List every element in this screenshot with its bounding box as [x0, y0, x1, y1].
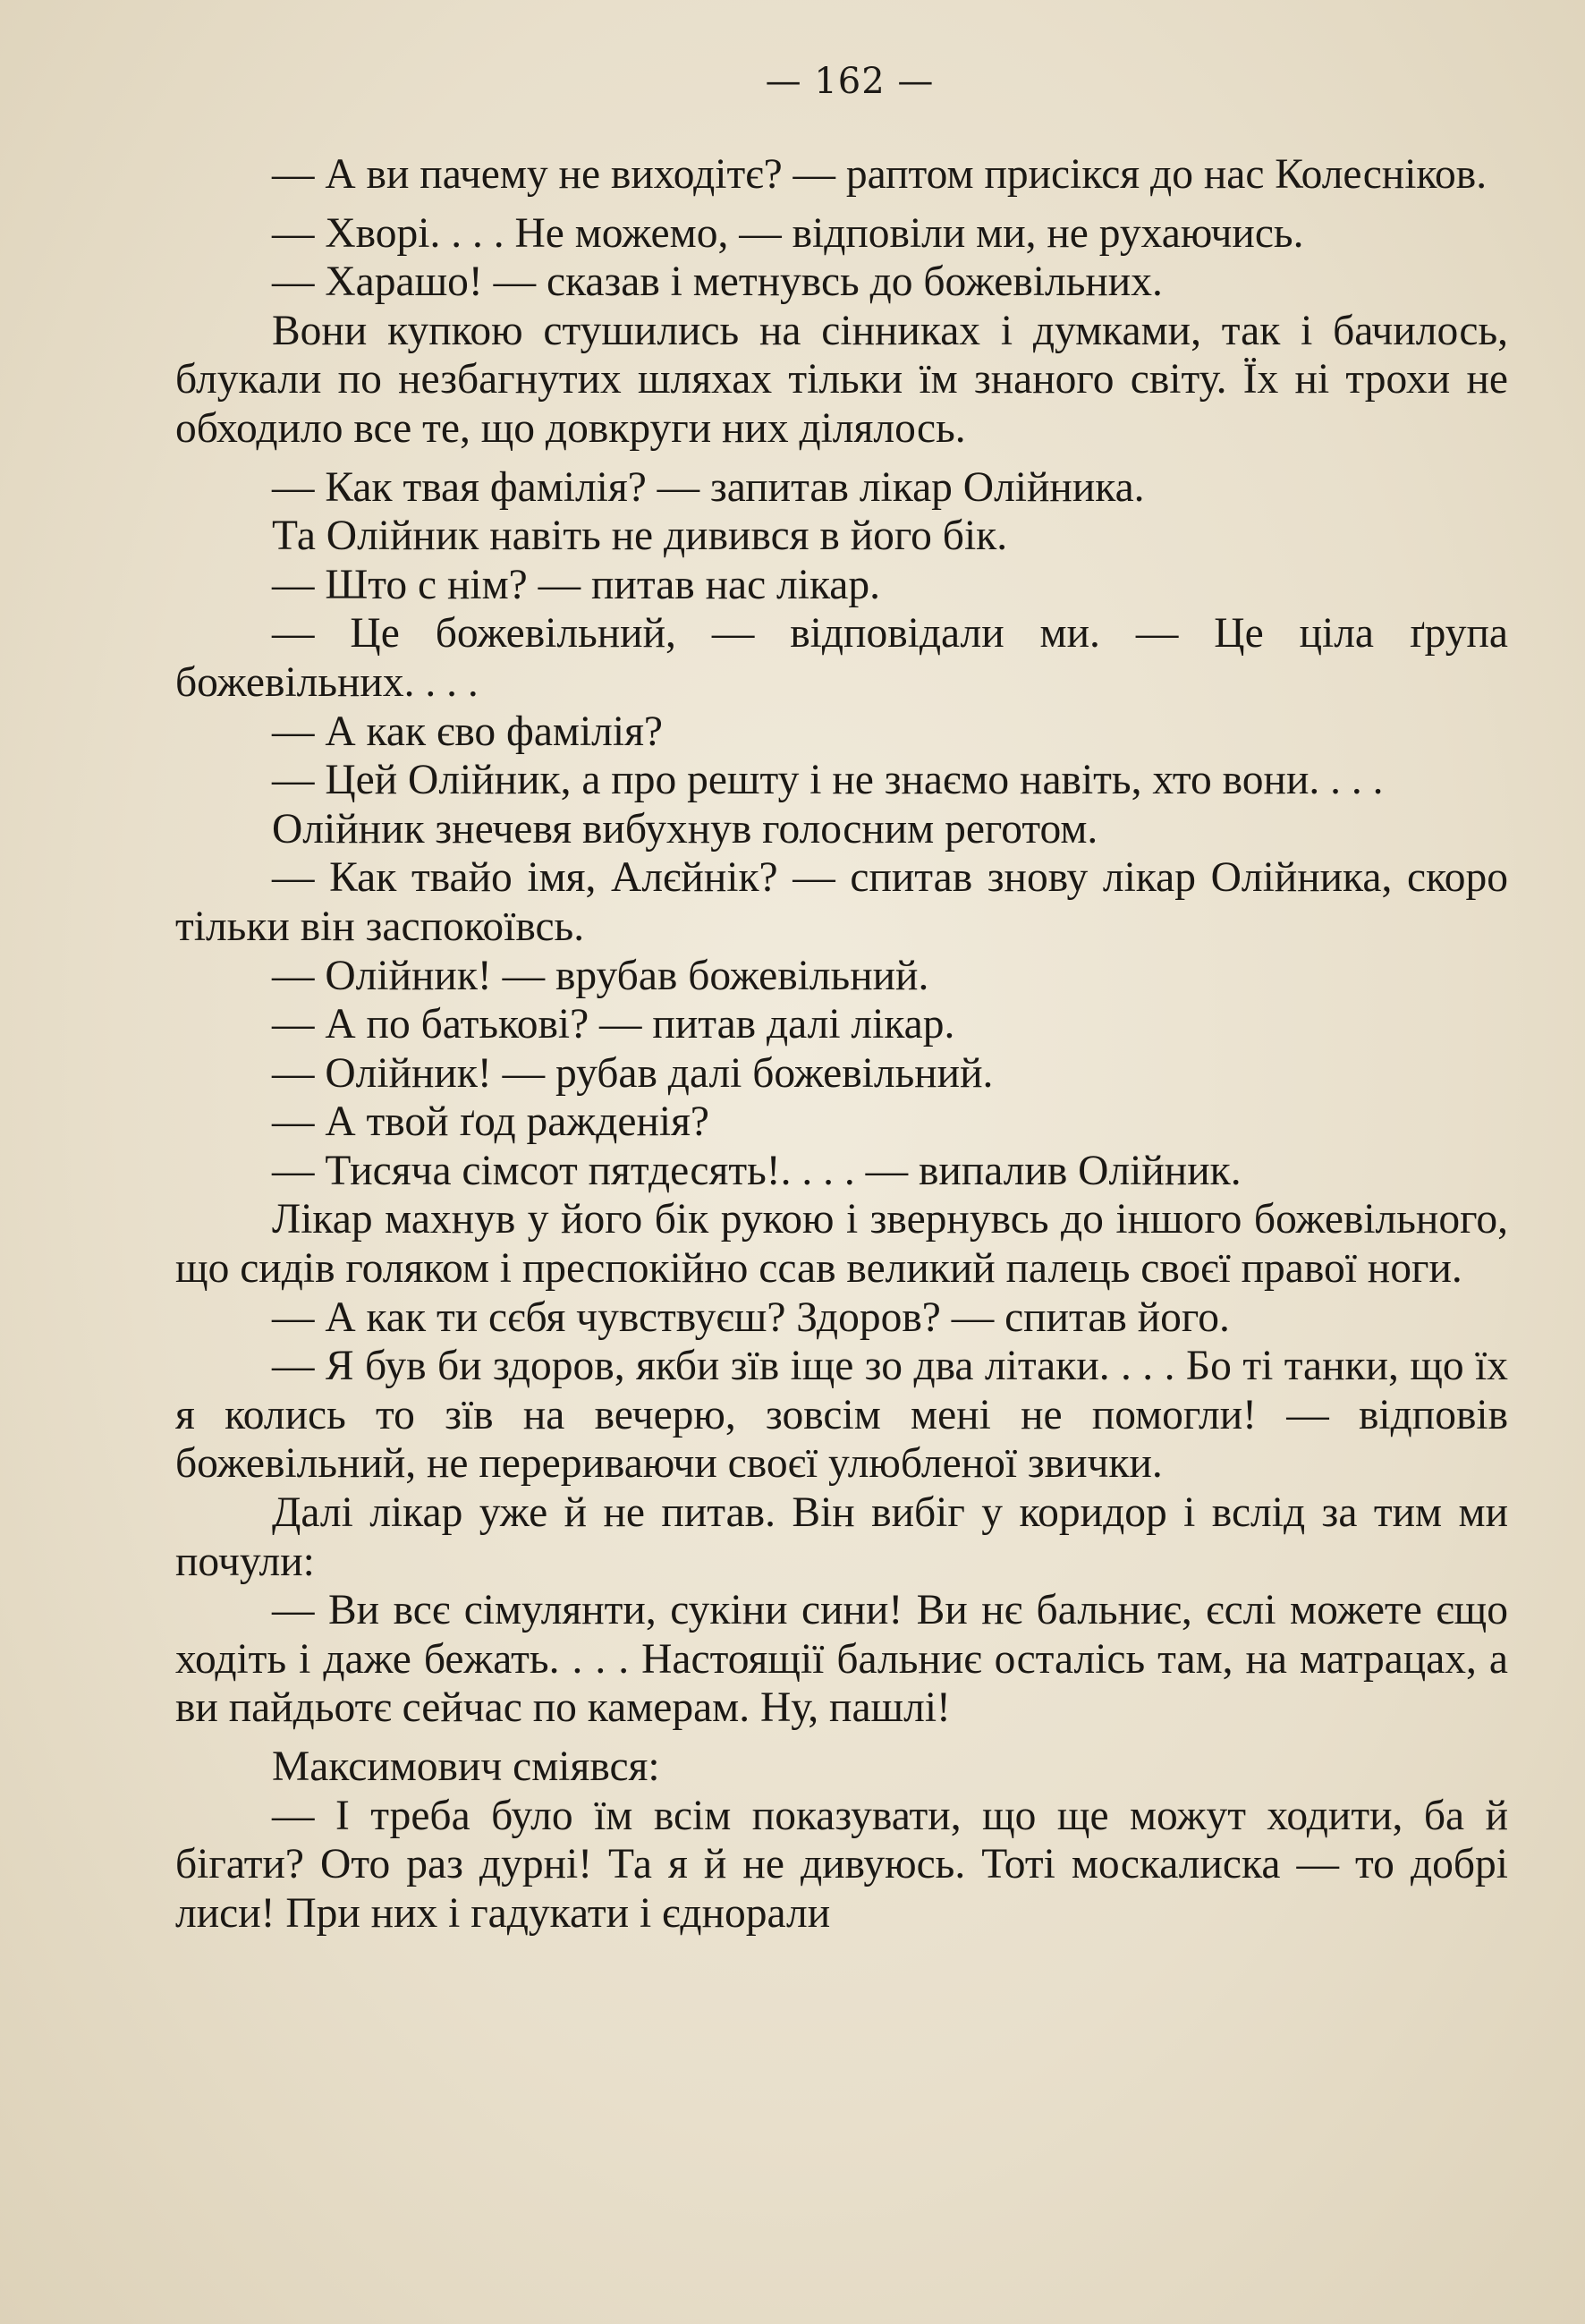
paragraph: — Цей Олійник, а про решту і не знаємо навіть, хто вони. . . .: [272, 757, 1384, 804]
paragraph: — Тисяча сімсот пятдесять!. . . . — випалив Олійник.: [272, 1147, 1242, 1194]
page-number: — 162 —: [765, 61, 935, 102]
paragraph: Лікар махнув у його бік рукою і звернувсь до іншого божевільного, що сидів голяком і преспокійно ссав великий палець своєї правої ноги.: [175, 1196, 1508, 1293]
paragraph: — Как твая фамілія? — запитав лікар Олійника.: [272, 463, 1145, 511]
paragraph: — Це божевільний, — відповідали ми. — Це ціла ґрупа божевільних. . . .: [175, 610, 1508, 706]
paragraph: Олійник знечевя вибухнув голосним реготом.: [272, 805, 1098, 852]
paragraph: — А твой ґод ражденія?: [272, 1098, 710, 1146]
paragraph: — А по батькові? — питав далі лікар.: [272, 1001, 955, 1048]
paragraph: — Я був би здоров, якби зїв іще зо два літаки. . . . Бо ті танки, що їх я колись то зїв на вечерю, зовсім мені не помогли! — відповів божевільний, не перериваючи своєї улюбленої звички.: [175, 1343, 1508, 1488]
paragraph: Та Олійник навіть не дивився в його бік.: [272, 513, 1008, 560]
paragraph: — Хворі. . . . Не можемо, — відповіли ми, не рухаючись.: [272, 209, 1304, 257]
paragraph: — А как ти сєбя чувствуєш? Здоров? — спитав його.: [272, 1293, 1230, 1341]
paragraph: — І треба було їм всім показувати, що ще можут ходити, ба й бігати? Ото раз дурні! Та я й не дивуюсь. Тоті москалиска — то добрі лиси! При них і гадукати і єднорали: [175, 1792, 1508, 1937]
paragraph: — А как єво фамілія?: [272, 708, 664, 755]
paragraph: — Олійник! — рубав далі божевільний.: [272, 1049, 994, 1097]
paragraph: — А ви пачему не виходітє? — раптом присікся до нас Колесніков.: [272, 151, 1488, 198]
paragraph: — Как твайо імя, Алєйнік? — спитав знову лікар Олійника, скоро тільки він заспокоївсь.: [175, 854, 1508, 950]
paragraph: Максимович сміявся:: [272, 1743, 660, 1790]
paragraph: — Олійник! — врубав божевільний.: [272, 952, 929, 999]
paragraph: Вони купкою стушились на сінниках і думками, так і бачилось, блукали по незбагнутих шляхах тільки їм знаного світу. Їх ні трохи не обходило все те, що довкруги них ділялось.: [175, 307, 1508, 452]
paragraph: — Што с нім? — питав нас лікар.: [272, 561, 881, 608]
body-text: [175, 150, 1508, 1938]
paragraph: — Харашо! — сказав і метнувсь до божевільних.: [272, 259, 1163, 306]
paragraph: Далі лікар уже й не питав. Він вибіг у коридор і вслід за тим ми почули:: [175, 1489, 1508, 1585]
paragraph: — Ви всє сімулянти, сукіни сини! Ви нє бальниє, єслі можете єщо ходіть і даже бежать. . . . Настоящії бальниє осталісь там, на матрацах, а ви пайдьотє сейчас по камерам. Ну, пашлі!: [175, 1587, 1508, 1732]
